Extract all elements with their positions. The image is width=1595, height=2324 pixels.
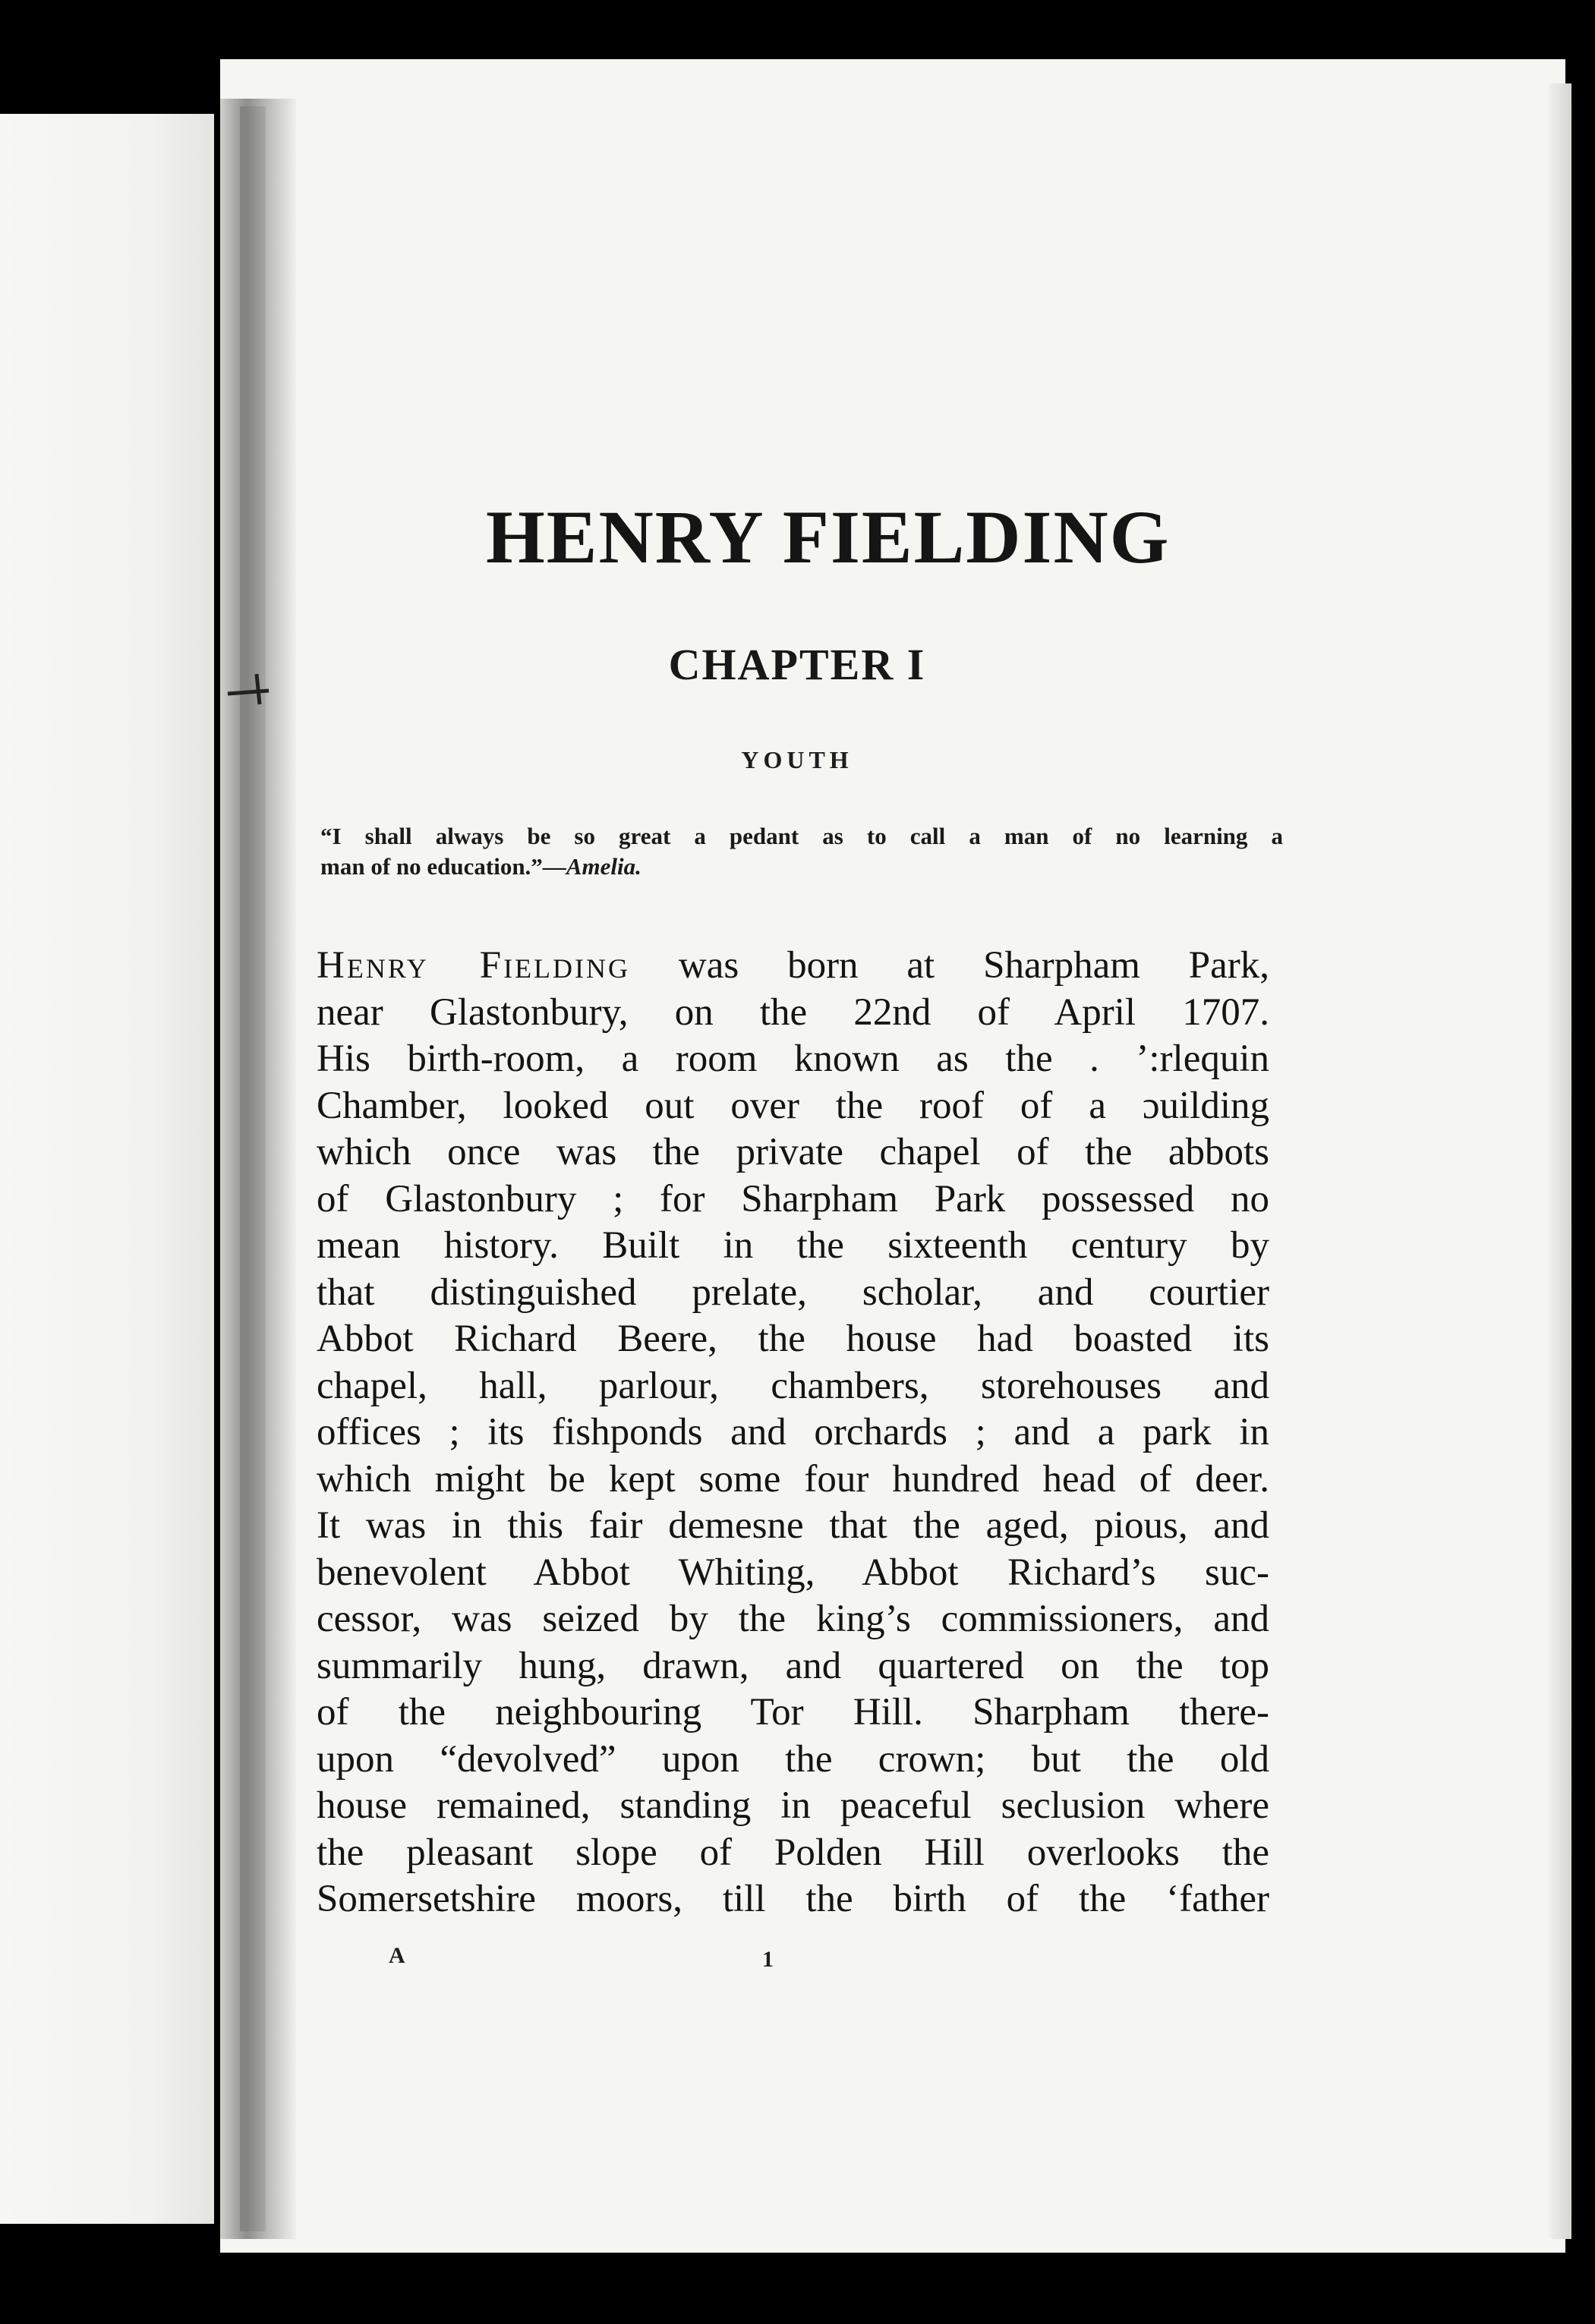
body-text xyxy=(317,943,1269,1923)
body-line: chapel, hall, parlour, chambers, storehouses and xyxy=(317,1364,1269,1407)
body-line: Abbot Richard Beere, the house had boasted its xyxy=(317,1318,1269,1360)
facing-page-edge xyxy=(0,114,214,2224)
lead-name: Henry Fielding xyxy=(317,944,631,987)
chapter-heading: CHAPTER I xyxy=(668,640,926,689)
body-line: summarily hung, drawn, and quartered on the top xyxy=(317,1644,1269,1687)
body-line: Somersetshire moors, till the birth of the ‘father xyxy=(317,1878,1269,1920)
epigraph xyxy=(320,821,1283,882)
margin-pencil-mark xyxy=(226,671,272,707)
signature-mark: A xyxy=(389,1943,405,1968)
epigraph-line: “I shall always be so great a pedant as to call a man of no learning a xyxy=(320,823,1283,849)
section-title: YOUTH xyxy=(741,746,853,773)
body-line: that distinguished prelate, scholar, and courtier xyxy=(317,1271,1269,1314)
epigraph-line xyxy=(320,852,1283,882)
page-number: 1 xyxy=(762,1947,774,1972)
page-right-edge xyxy=(1549,83,1571,2239)
epigraph-text: man of no education.”— xyxy=(320,853,566,880)
body-line: His birth-room, a room known as the . ’:rlequin xyxy=(317,1038,1269,1080)
body-line: house remained, standing in peaceful seclusion where xyxy=(317,1784,1269,1827)
body-line: of Glastonbury ; for Sharpham Park possessed no xyxy=(317,1177,1269,1220)
body-line: of the neighbouring Tor Hill. Sharpham there- xyxy=(317,1691,1269,1734)
body-line: which once was the private chapel of the abbots xyxy=(317,1131,1269,1173)
body-line: offices ; its fishponds and orchards ; and a park in xyxy=(317,1411,1269,1453)
body-line: cessor, was seized by the king’s commissioners, and xyxy=(317,1598,1269,1640)
body-line: near Glastonbury, on the 22nd of April 1707. xyxy=(317,990,1269,1034)
body-line xyxy=(317,943,1269,990)
book-title: HENRY FIELDING xyxy=(486,495,1171,579)
epigraph-source: Amelia. xyxy=(566,853,641,880)
body-line: Chamber, looked out over the roof of a ɔuilding xyxy=(317,1084,1269,1127)
body-line: the pleasant slope of Polden Hill overlooks the xyxy=(317,1831,1269,1874)
body-line: which might be kept some four hundred head of deer. xyxy=(317,1457,1269,1501)
body-line: upon “devolved” upon the crown; but the old xyxy=(317,1737,1269,1781)
body-line: It was in this fair demesne that the aged, pious, and xyxy=(317,1504,1269,1547)
body-line: mean history. Built in the sixteenth century by xyxy=(317,1224,1269,1267)
body-line-text: was born at Sharpham Park, xyxy=(630,944,1269,987)
spine-shadow xyxy=(240,106,266,2231)
body-line: benevolent Abbot Whiting, Abbot Richard’s suc- xyxy=(317,1551,1269,1594)
